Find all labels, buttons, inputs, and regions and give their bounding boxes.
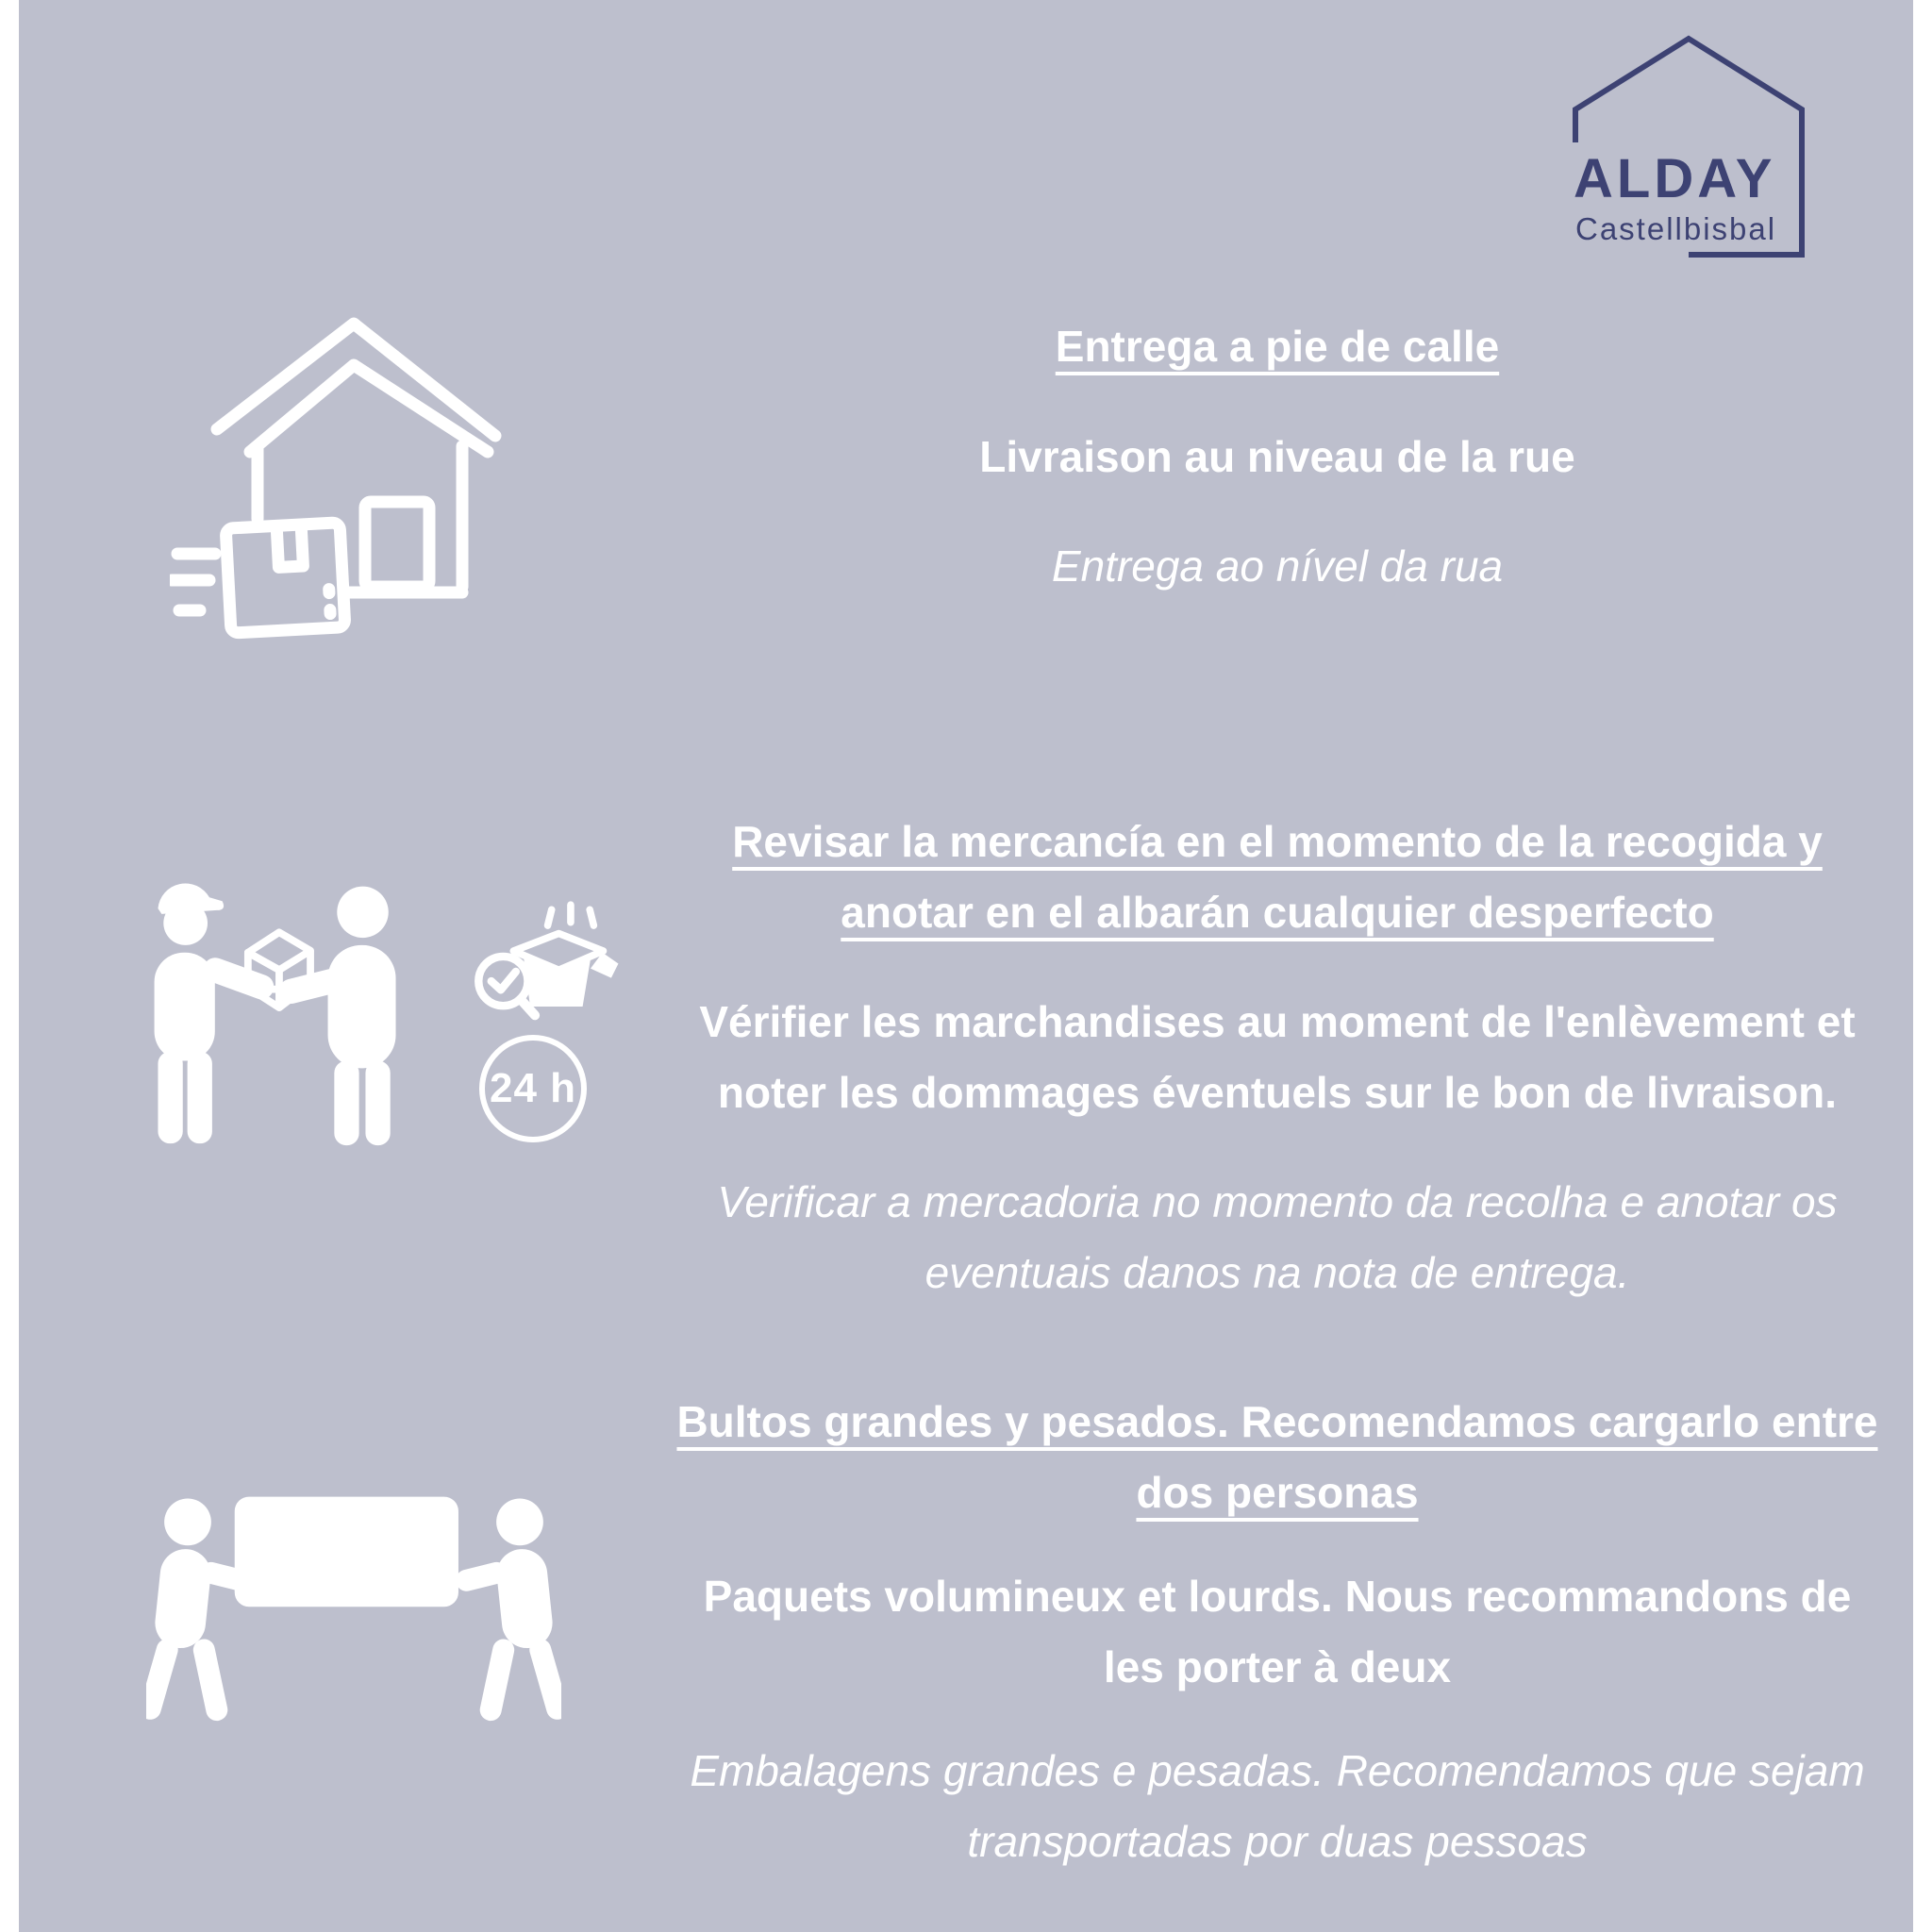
text-pt: Embalagens grandes e pesadas. Recomendamos que sejam transportadas por duas pessoas xyxy=(690,1746,1865,1866)
inspect-box-magnifier-check-icon xyxy=(470,896,621,1026)
text-fr: Livraison au niveau de la rue xyxy=(979,431,1575,481)
heading-es: Bultos grandes y pesados. Recomendamos cargarlo entre dos personas xyxy=(676,1397,1878,1517)
poster-panel xyxy=(19,0,1913,1932)
section-check-goods xyxy=(19,807,1913,1307)
section-street-delivery xyxy=(19,311,1913,602)
heading-es: Entrega a pie de calle xyxy=(1055,322,1500,371)
section-text xyxy=(670,807,1885,1307)
badge-24h: 24 h xyxy=(479,1035,587,1142)
alday-logo xyxy=(1564,26,1828,262)
text-pt: Verificar a mercadoria no momento da recolha e anotar os eventuais danos na nota de entrega. xyxy=(717,1177,1838,1297)
heading-es: Revisar la mercancía en el momento de la recogida y anotar en el albarán cualquier desperfecto xyxy=(732,817,1823,937)
house-delivery-icon xyxy=(170,316,524,641)
section-text xyxy=(670,1387,1885,1876)
text-fr: Paquets volumineux et lourds. Nous recommandons de les porter à deux xyxy=(703,1572,1852,1691)
logo-subtitle: Castellbisbal xyxy=(1575,211,1777,246)
inspection-icon-cluster xyxy=(470,896,635,1142)
text-pt: Entrega ao nível da rua xyxy=(1051,541,1504,591)
two-person-carry-icon xyxy=(146,1489,561,1736)
section-heavy-packages xyxy=(19,1387,1913,1876)
logo-title: ALDAY xyxy=(1574,148,1776,209)
section-text xyxy=(670,311,1885,602)
text-fr: Vérifier les marchandises au moment de l'enlèvement et noter les dommages éventuels sur le bon de livraison. xyxy=(699,997,1856,1117)
package-handover-icon xyxy=(140,874,415,1148)
